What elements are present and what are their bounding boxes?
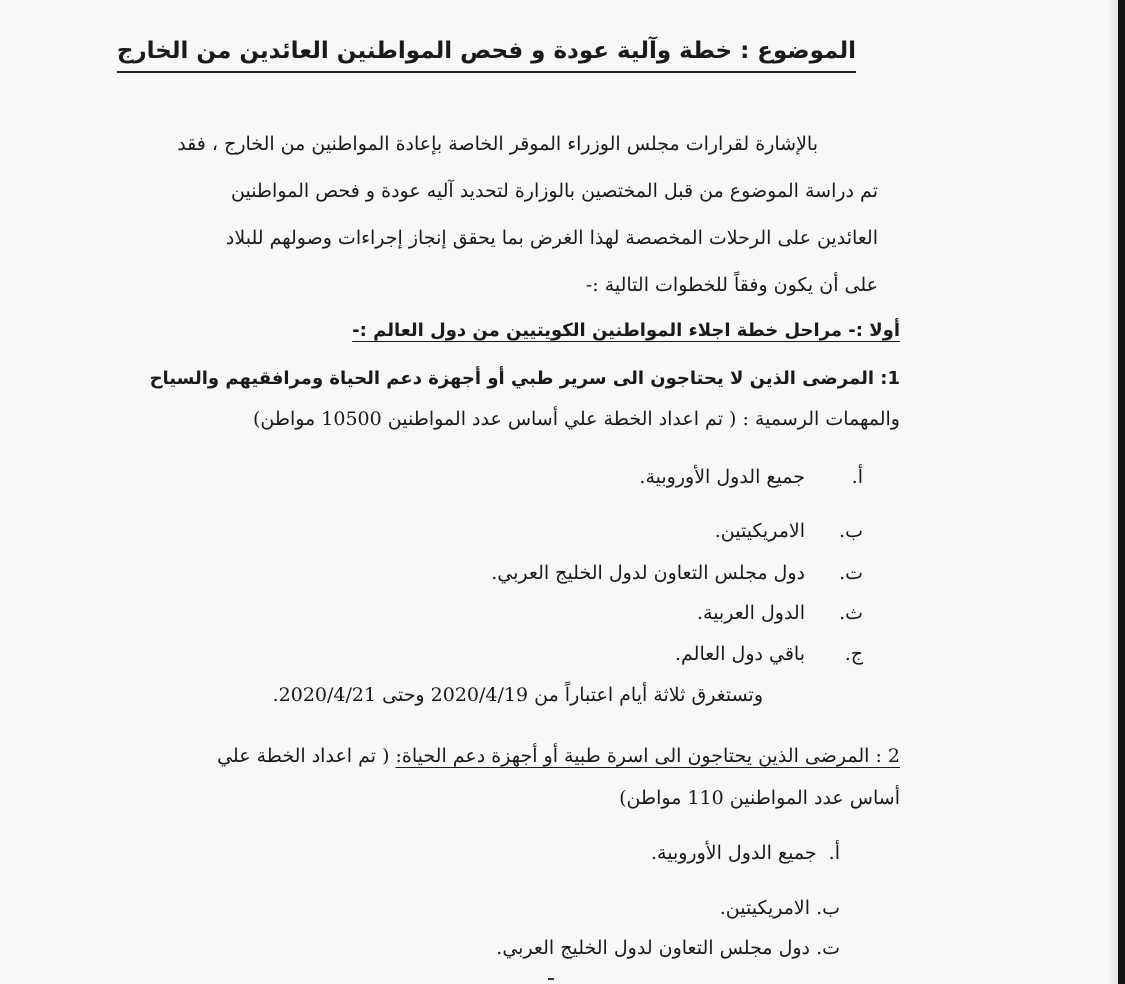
item-1-list-item <box>675 643 863 666</box>
list-text: الامريكيتين. <box>714 520 805 542</box>
item-2-list-item <box>651 842 840 865</box>
section-1-heading: أولا :- مراحل خطة اجلاء المواطنين الكويتيين من دول العالم :- <box>352 320 900 341</box>
document-subject: الموضوع : خطة وآلية عودة و فحص المواطنين العائدين من الخارج <box>117 38 856 73</box>
item-1-line-1: 1: المرضى الذين لا يحتاجون الى سرير طبي أو أجهزة دعم الحياة ومرافقيهم والسياح <box>149 368 900 389</box>
intro-line-1: بالإشارة لقرارات مجلس الوزراء الموقر الخاصة بإعادة المواطنين من الخارج ، فقد <box>177 133 818 155</box>
list-letter: ب. <box>839 520 863 542</box>
item-1-list-item <box>639 466 863 489</box>
item-2-heading: 2 : المرضى الذين يحتاجون الى اسرة طبية أو أجهزة دعم الحياة: <box>395 745 900 767</box>
item-1-list-item <box>491 562 863 585</box>
item-2-list-item <box>720 897 840 920</box>
item-1-list-item <box>715 520 863 543</box>
list-text: الامريكيتين. <box>719 897 811 919</box>
page-mark <box>548 978 554 983</box>
list-letter: أ. <box>851 466 863 488</box>
item-1-list-item <box>697 602 863 625</box>
list-letter: ت. <box>839 562 863 584</box>
list-letter: أ. <box>828 842 840 864</box>
list-letter: ب. <box>816 897 840 919</box>
item-2-heading-rest: ( تم اعداد الخطة علي <box>217 745 396 767</box>
list-letter: ج. <box>844 643 863 665</box>
list-text: جميع الدول الأوروبية. <box>651 842 817 864</box>
list-text: الدول العربية. <box>696 602 805 624</box>
intro-line-3: العائدين على الرحلات المخصصة لهذا الغرض بما يحقق إنجاز إجراءات وصولهم للبلاد <box>225 227 878 249</box>
list-letter: ث. <box>839 602 863 624</box>
list-text: دول مجلس التعاون لدول الخليج العربي. <box>491 562 805 584</box>
item-2-line-2: أساس عدد المواطنين 110 مواطن) <box>619 787 900 809</box>
list-text: جميع الدول الأوروبية. <box>639 466 805 488</box>
item-2-list-item <box>496 937 840 960</box>
intro-line-2: تم دراسة الموضوع من قبل المختصين بالوزارة لتحديد آليه عودة و فحص المواطنين <box>231 180 878 202</box>
item-2-heading-line <box>217 745 900 768</box>
item-1-line-2: والمهمات الرسمية : ( تم اعداد الخطة علي أساس عدد المواطنين 10500 مواطن) <box>252 408 900 430</box>
photo-edge-shadow <box>1118 0 1125 984</box>
intro-line-4: على أن يكون وفقاً للخطوات التالية :- <box>585 274 878 296</box>
list-text: باقي دول العالم. <box>674 643 805 665</box>
item-1-duration: وتستغرق ثلاثة أيام اعتباراً من 2020/4/19 وحتى 2020/4/21. <box>272 684 763 706</box>
list-text: دول مجلس التعاون لدول الخليج العربي. <box>496 937 811 959</box>
list-letter: ت. <box>816 937 840 959</box>
